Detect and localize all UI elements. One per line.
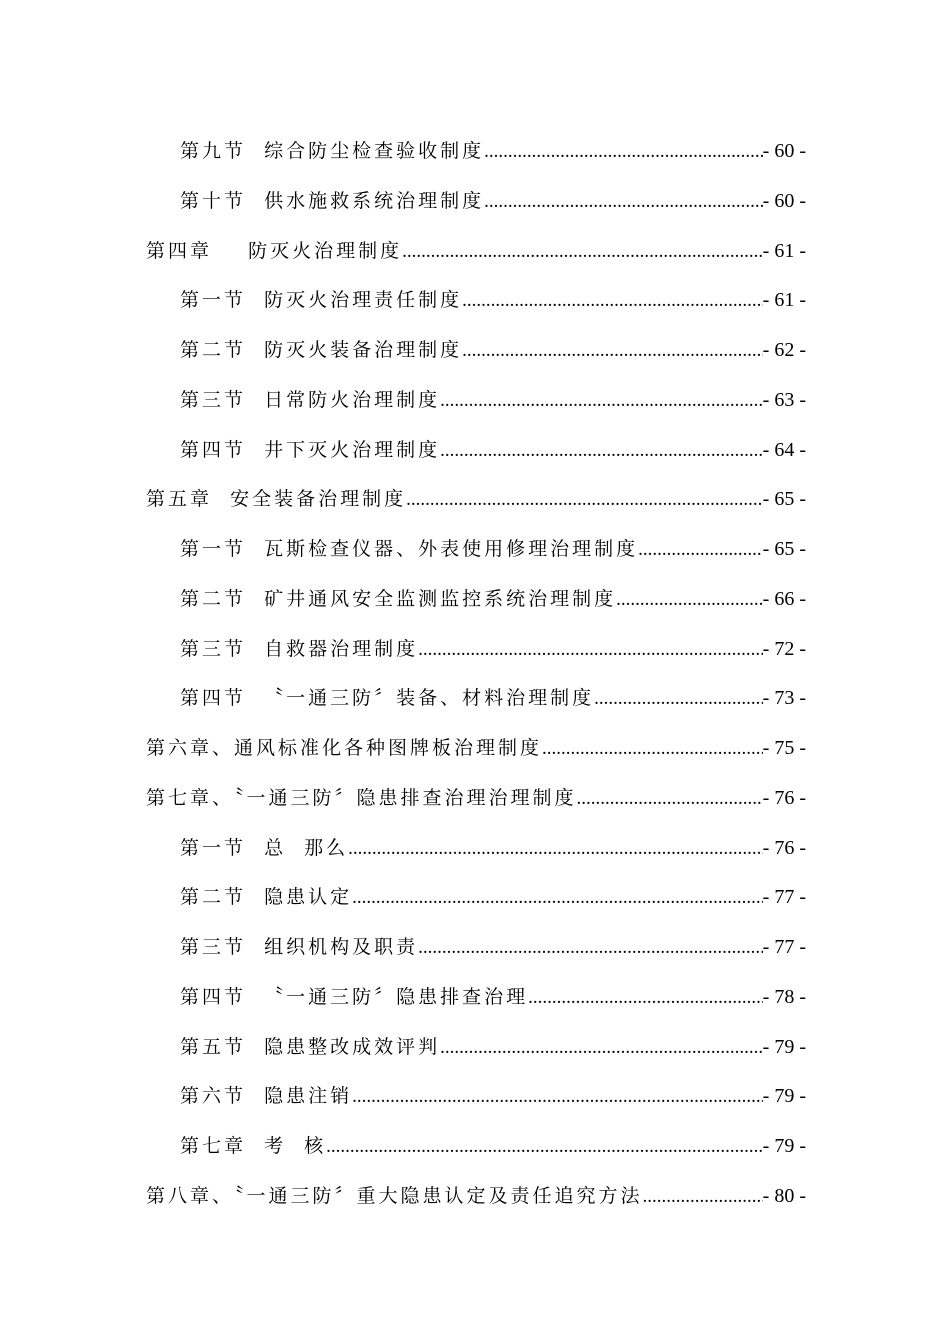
dot-leader bbox=[406, 485, 763, 515]
toc-page-number: - 62 - bbox=[762, 339, 806, 361]
dot-leader bbox=[352, 1082, 763, 1112]
toc-entry-title: 第五章 安全装备治理制度 bbox=[146, 488, 407, 510]
toc-page-number: - 60 - bbox=[762, 140, 806, 162]
toc-chapter-entry[interactable] bbox=[146, 783, 806, 813]
toc-entry-title: 第四节 井下灭火治理制度 bbox=[180, 439, 441, 461]
toc-page-number: - 76 - bbox=[762, 837, 806, 859]
toc-entry-title: 第四节 〝一通三防〞装备、材料治理制度 bbox=[180, 687, 595, 709]
toc-section-entry[interactable] bbox=[180, 1131, 806, 1161]
toc-entry-title: 第二节 防灭火装备治理制度 bbox=[180, 339, 463, 361]
toc-section-entry[interactable] bbox=[180, 1081, 806, 1111]
toc-section-entry[interactable] bbox=[180, 285, 806, 315]
toc-page-number: - 79 - bbox=[762, 1085, 806, 1107]
dot-leader bbox=[326, 1132, 763, 1162]
toc-page-number: - 77 - bbox=[762, 886, 806, 908]
dot-leader bbox=[440, 1033, 763, 1063]
toc-section-entry[interactable] bbox=[180, 435, 806, 465]
toc-entry-title: 第三节 日常防火治理制度 bbox=[180, 389, 441, 411]
toc-section-entry[interactable] bbox=[180, 634, 806, 664]
toc-entry-title: 第一节 防灭火治理责任制度 bbox=[180, 289, 463, 311]
toc-entry-title: 第二节 矿井通风安全监测监控系统治理制度 bbox=[180, 588, 617, 610]
toc-chapter-entry[interactable] bbox=[146, 1181, 806, 1211]
toc-page-number: - 73 - bbox=[762, 687, 806, 709]
toc-page-number: - 65 - bbox=[762, 538, 806, 560]
toc-entry-title: 第九节 综合防尘检查验收制度 bbox=[180, 140, 485, 162]
dot-leader bbox=[542, 734, 763, 764]
dot-leader bbox=[348, 834, 763, 864]
dot-leader bbox=[594, 684, 763, 714]
toc-entry-title: 第十节 供水施救系统治理制度 bbox=[180, 190, 485, 212]
dot-leader bbox=[616, 585, 763, 615]
dot-leader bbox=[577, 784, 763, 814]
toc-section-entry[interactable] bbox=[180, 136, 806, 166]
toc-page-number: - 66 - bbox=[762, 588, 806, 610]
dot-leader bbox=[462, 336, 763, 366]
dot-leader bbox=[402, 237, 763, 267]
toc-entry-title: 第一节 总 那么 bbox=[180, 837, 349, 859]
toc-section-entry[interactable] bbox=[180, 1032, 806, 1062]
toc-page-number: - 77 - bbox=[762, 936, 806, 958]
dot-leader bbox=[418, 933, 763, 963]
dot-leader bbox=[418, 635, 763, 665]
toc-page-number: - 61 - bbox=[762, 240, 806, 262]
toc-section-entry[interactable] bbox=[180, 683, 806, 713]
toc-page-number: - 78 - bbox=[762, 986, 806, 1008]
toc-section-entry[interactable] bbox=[180, 534, 806, 564]
dot-leader bbox=[638, 535, 763, 565]
toc-page-number: - 63 - bbox=[762, 389, 806, 411]
toc-section-entry[interactable] bbox=[180, 584, 806, 614]
toc-section-entry[interactable] bbox=[180, 385, 806, 415]
dot-leader bbox=[352, 883, 763, 913]
toc-entry-title: 第八章、〝一通三防〞重大隐患认定及责任追究方法 bbox=[146, 1185, 643, 1207]
toc-page-number: - 76 - bbox=[762, 787, 806, 809]
toc-entry-title: 第四章 防灭火治理制度 bbox=[146, 240, 403, 262]
toc-section-entry[interactable] bbox=[180, 982, 806, 1012]
toc-section-entry[interactable] bbox=[180, 335, 806, 365]
dot-leader bbox=[484, 187, 763, 217]
toc-chapter-entry[interactable] bbox=[146, 733, 806, 763]
toc-page-number: - 75 - bbox=[762, 737, 806, 759]
toc-page-number: - 65 - bbox=[762, 488, 806, 510]
toc-section-entry[interactable] bbox=[180, 932, 806, 962]
dot-leader bbox=[484, 137, 763, 167]
toc-page-number: - 79 - bbox=[762, 1036, 806, 1058]
dot-leader bbox=[462, 286, 763, 316]
dot-leader bbox=[440, 386, 763, 416]
toc-section-entry[interactable] bbox=[180, 833, 806, 863]
toc-entry-title: 第七章 考 核 bbox=[180, 1135, 327, 1157]
dot-leader bbox=[528, 983, 763, 1013]
toc-entry-title: 第四节 〝一通三防〞隐患排查治理 bbox=[180, 986, 529, 1008]
toc-entry-title: 第五节 隐患整改成效评判 bbox=[180, 1036, 441, 1058]
toc-entry-title: 第六节 隐患注销 bbox=[180, 1085, 353, 1107]
toc-page-number: - 61 - bbox=[762, 289, 806, 311]
toc-entry-title: 第三节 组织机构及职责 bbox=[180, 936, 419, 958]
toc-section-entry[interactable] bbox=[180, 882, 806, 912]
toc-page-number: - 64 - bbox=[762, 439, 806, 461]
toc-entry-title: 第三节 自救器治理制度 bbox=[180, 638, 419, 660]
toc-entry-title: 第一节 瓦斯检查仪器、外表使用修理治理制度 bbox=[180, 538, 639, 560]
toc-entry-title: 第七章、〝一通三防〞隐患排查治理治理制度 bbox=[146, 787, 577, 809]
toc-chapter-entry[interactable] bbox=[146, 484, 806, 514]
dot-leader bbox=[643, 1182, 763, 1212]
toc-entry-title: 第六章、通风标准化各种图牌板治理制度 bbox=[146, 737, 543, 759]
dot-leader bbox=[440, 436, 763, 466]
toc-page-number: - 79 - bbox=[762, 1135, 806, 1157]
toc-chapter-entry[interactable] bbox=[146, 236, 806, 266]
toc-page-number: - 60 - bbox=[762, 190, 806, 212]
toc-page-number: - 72 - bbox=[762, 638, 806, 660]
toc-section-entry[interactable] bbox=[180, 186, 806, 216]
toc-page-number: - 80 - bbox=[762, 1185, 806, 1207]
toc-entry-title: 第二节 隐患认定 bbox=[180, 886, 353, 908]
